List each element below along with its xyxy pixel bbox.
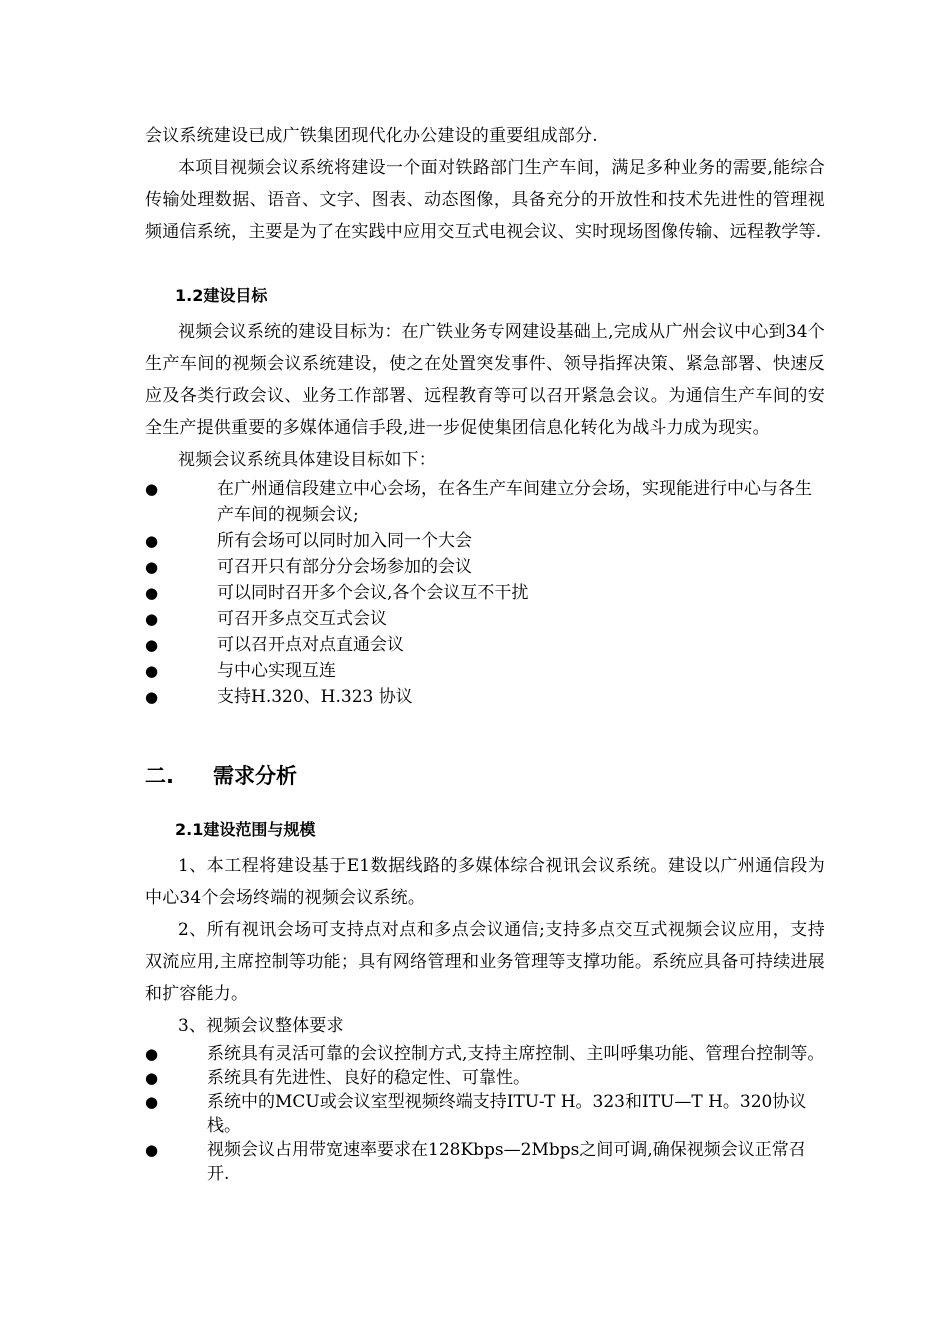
list-item: ● 系统中的MCU或会议室型视频终端支持ITU-T H。323和ITU—T H。320协议栈。 [145, 1092, 807, 1136]
bullet-icon: ● [145, 688, 159, 706]
bullet-icon: ● [145, 636, 159, 654]
list-item: ● 系统具有先进性、良好的稳定性、可靠性。 [145, 1068, 530, 1088]
list-item: ● 可召开只有部分分会场参加的会议 [145, 554, 825, 580]
heading-1-2: 1.2建设目标 [175, 286, 268, 305]
goal-section [145, 280, 825, 710]
bullet-icon: ● [145, 1045, 159, 1063]
bullet-icon: ● [145, 480, 159, 498]
paragraph-goal-list-intro: 视频会议系统具体建设目标如下： [178, 450, 436, 470]
requirement-list [145, 1042, 825, 1186]
list-item: ● 所有会场可以同时加入同一个大会 [145, 528, 825, 554]
list-item: ● 与中心实现互连 [145, 658, 825, 684]
paragraph-intro-end: 会议系统建设已成广铁集团现代化办公建设的重要组成部分. [145, 126, 598, 146]
bullet-icon: ● [145, 610, 159, 628]
bullet-icon: ● [145, 584, 159, 602]
paragraph-goal: 视频会议系统的建设目标为：在广铁业务专网建设基础上,完成从广州会议中心到34个生产车间的视频会议系统建设，使之在处置突发事件、领导指挥决策、紧急部署、快速反应及各类行政会议、业务工作部署、远程教育等可以召开紧急会议。为通信生产车间的安全生产提供重要的多媒体通信手段,进一步促使集团信息化转化为战斗力成为现实。 [145, 322, 825, 438]
bullet-icon: ● [145, 532, 159, 550]
list-item: ● 视频会议占用带宽速率要求在128Kbps—2Mbps之间可调,确保视频会议正常召开. [145, 1140, 806, 1184]
paragraph-project: 本项目视频会议系统将建设一个面对铁路部门生产车间，满足多种业务的需要,能综合传输处理数据、语音、文字、图表、动态图像，具备充分的开放性和技术先进性的管理视频通信系统，主要是为了在实践中应用交互式电视会议、实时现场图像传输、远程教学等. [145, 158, 825, 242]
list-item: ● 支持H.320、H.323 协议 [145, 684, 825, 710]
heading-2-title: 需求分析 [213, 764, 297, 788]
requirements-heading [145, 760, 825, 792]
heading-2-number: 二. [145, 764, 174, 788]
list-item: ● 系统具有灵活可靠的会议控制方式,支持主席控制、主叫呼集功能、管理台控制等。 [145, 1044, 825, 1064]
bullet-icon: ● [145, 1093, 159, 1111]
list-item: ● 可以同时召开多个会议,各个会议互不干扰 [145, 580, 825, 606]
scope-section [145, 814, 825, 1186]
intro-section [145, 120, 825, 248]
paragraph-req-3: 3、视频会议整体要求 [178, 1016, 344, 1036]
paragraph-req-1: 1、本工程将建设基于E1数据线路的多媒体综合视讯会议系统。建设以广州通信段为中心34个会场终端的视频会议系统。 [145, 856, 825, 908]
bullet-icon: ● [145, 1069, 159, 1087]
heading-2-1: 2.1建设范围与规模 [175, 820, 316, 839]
bullet-icon: ● [145, 558, 159, 576]
bullet-icon: ● [145, 1141, 159, 1159]
paragraph-req-2: 2、所有视讯会场可支持点对点和多点会议通信;支持多点交互式视频会议应用，支持双流应用,主席控制等功能；具有网络管理和业务管理等支撑功能。系统应具备可持续进展和扩容能力。 [145, 920, 825, 1004]
list-item: ● 可召开多点交互式会议 [145, 606, 825, 632]
goal-list [145, 476, 825, 710]
list-item: ● 可以召开点对点直通会议 [145, 632, 825, 658]
bullet-icon: ● [145, 662, 159, 680]
list-item: ● 在广州通信段建立中心会场，在各生产车间建立分会场，实现能进行中心与各生产车间的视频会议; [145, 476, 825, 528]
